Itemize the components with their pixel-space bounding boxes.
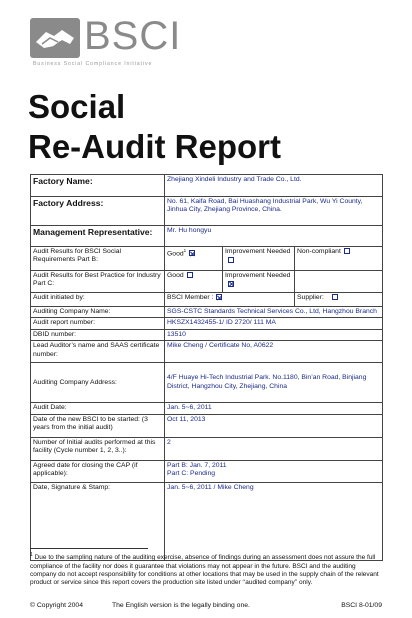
company-address-label: Auditing Company Address: bbox=[31, 363, 165, 403]
part-b-good-checkbox[interactable] bbox=[189, 250, 195, 256]
audit-date-label: Audit Date: bbox=[31, 403, 165, 414]
table-row bbox=[31, 341, 383, 363]
report-title-line1: Social bbox=[28, 88, 126, 125]
factory-name-value: Zhejiang Xindeli Industry and Trade Co., Ltd. bbox=[165, 175, 383, 197]
part-c-empty bbox=[295, 271, 383, 293]
audit-info-table bbox=[30, 174, 383, 561]
footer-binding-note: The English version is the legally binding one. bbox=[112, 602, 250, 609]
bsci-handshake-icon bbox=[30, 18, 80, 58]
factory-address-row bbox=[31, 197, 383, 226]
dbid-value: 13510 bbox=[165, 329, 383, 340]
lead-auditor-label: Lead Auditor’s name and SAAS certificate number: bbox=[31, 341, 165, 363]
part-c-improvement-checkbox[interactable] bbox=[228, 281, 234, 287]
report-title-line2: Re-Audit Report bbox=[28, 128, 281, 165]
factory-address-label: Factory Address: bbox=[31, 197, 165, 226]
factory-name-label: Factory Name: bbox=[31, 175, 165, 197]
footnote-divider bbox=[30, 548, 148, 549]
brand-tagline: Business Social Compliance Initiative bbox=[33, 61, 153, 67]
initiated-row bbox=[31, 293, 383, 307]
table-row bbox=[31, 460, 383, 482]
table-row bbox=[31, 437, 383, 460]
company-address-value: 4/F Huaye Hi-Tech Industrial Park. No.1180, Bin’an Road, Binjiang District, Hangzhou City, Zhejiang, China bbox=[165, 363, 383, 403]
part-c-good-checkbox[interactable] bbox=[187, 272, 193, 278]
footnote-number: 1 bbox=[30, 552, 33, 558]
footnote-text: Due to the sampling nature of the auditing exercise, absence of findings during an assessment does not assure the full compliance of the facility nor does it guarantee that violations may not appear in the future. BSCI and the auditing company do not accept responsibility for conditions at other locations that may be used in the supply chain of the relevant product or service since this report covers the production site listed under ‘‘audited company’’ only. bbox=[30, 554, 379, 587]
factory-address-value: No. 61, Kaifa Road, Bai Huashang Industrial Park, Wu Yi County, Jinhua City, Zhejiang Province, China. bbox=[165, 197, 383, 226]
part-b-row bbox=[31, 247, 383, 271]
part-c-improvement: Improvement Needed bbox=[223, 271, 295, 293]
brand-name: BSCI bbox=[84, 14, 182, 58]
dbid-label: DBID number: bbox=[31, 329, 165, 340]
initial-audits-label: Number of Initial audits performed at this facility (Cycle number 1, 2, 3..): bbox=[31, 437, 165, 460]
initiated-supplier: Supplier: bbox=[295, 293, 383, 307]
new-bsci-date-label: Date of the new BSCI to be started: (3 years from the initial audit) bbox=[31, 414, 165, 437]
part-b-good: Good$^1$ bbox=[165, 247, 223, 271]
report-number-label: Audit report number: bbox=[31, 318, 165, 329]
footer-copyright: © Copyright 2004 bbox=[30, 602, 83, 609]
table-row bbox=[31, 329, 383, 340]
part-b-label: Audit Results for BSCI Social Requirements Part B: bbox=[31, 247, 165, 271]
auditing-company-label: Auditing Company Name: bbox=[31, 307, 165, 318]
management-rep-label: Management Representative: bbox=[31, 226, 165, 247]
part-c-label: Audit Results for Best Practice for Industry Part C: bbox=[31, 271, 165, 293]
footer-doc-code: BSCI 8-01/09 bbox=[341, 602, 382, 609]
supplier-checkbox[interactable] bbox=[332, 294, 338, 300]
signature-label: Date, Signature & Stamp: bbox=[31, 482, 165, 560]
initiated-label: Audit initiated by: bbox=[31, 293, 165, 307]
cap-date-label: Agreed date for closing the CAP (if applicable): bbox=[31, 460, 165, 482]
auditing-company-value: SGS-CSTC Standards Technical Services Co., Ltd, Hangzhou Branch bbox=[165, 307, 383, 318]
part-b-noncompliant-checkbox[interactable] bbox=[344, 248, 350, 254]
part-b-noncompliant: Non-compliant bbox=[295, 247, 383, 271]
management-rep-row bbox=[31, 226, 383, 247]
management-rep-value: Mr. Hu hongyu bbox=[165, 226, 383, 247]
member-checkbox[interactable] bbox=[216, 294, 222, 300]
lead-auditor-value: Mike Cheng / Certificate No, A0622 bbox=[165, 341, 383, 363]
signature-value: Jan. 5~6, 2011 / Mike Cheng bbox=[165, 482, 383, 560]
table-row bbox=[31, 403, 383, 414]
table-row bbox=[31, 414, 383, 437]
bsci-logo bbox=[30, 14, 230, 74]
table-row bbox=[31, 307, 383, 318]
initiated-member: BSCI Member : bbox=[165, 293, 295, 307]
audit-date-value: Jan. 5~6, 2011 bbox=[165, 403, 383, 414]
part-c-good: Good bbox=[165, 271, 223, 293]
part-b-improvement-checkbox[interactable] bbox=[228, 257, 234, 263]
initial-audits-value: 2 bbox=[165, 437, 383, 460]
factory-name-row bbox=[31, 175, 383, 197]
new-bsci-date-value: Oct 11, 2013 bbox=[165, 414, 383, 437]
report-number-value: HKSZX1432455-1/ ID 2720/ 111 MA bbox=[165, 318, 383, 329]
table-row bbox=[31, 363, 383, 403]
table-row bbox=[31, 318, 383, 329]
part-c-row bbox=[31, 271, 383, 293]
footnote bbox=[30, 552, 382, 588]
part-b-improvement: Improvement Needed bbox=[223, 247, 295, 271]
cap-date-value: Part B: Jan. 7, 2011 Part C: Pending bbox=[165, 460, 383, 482]
